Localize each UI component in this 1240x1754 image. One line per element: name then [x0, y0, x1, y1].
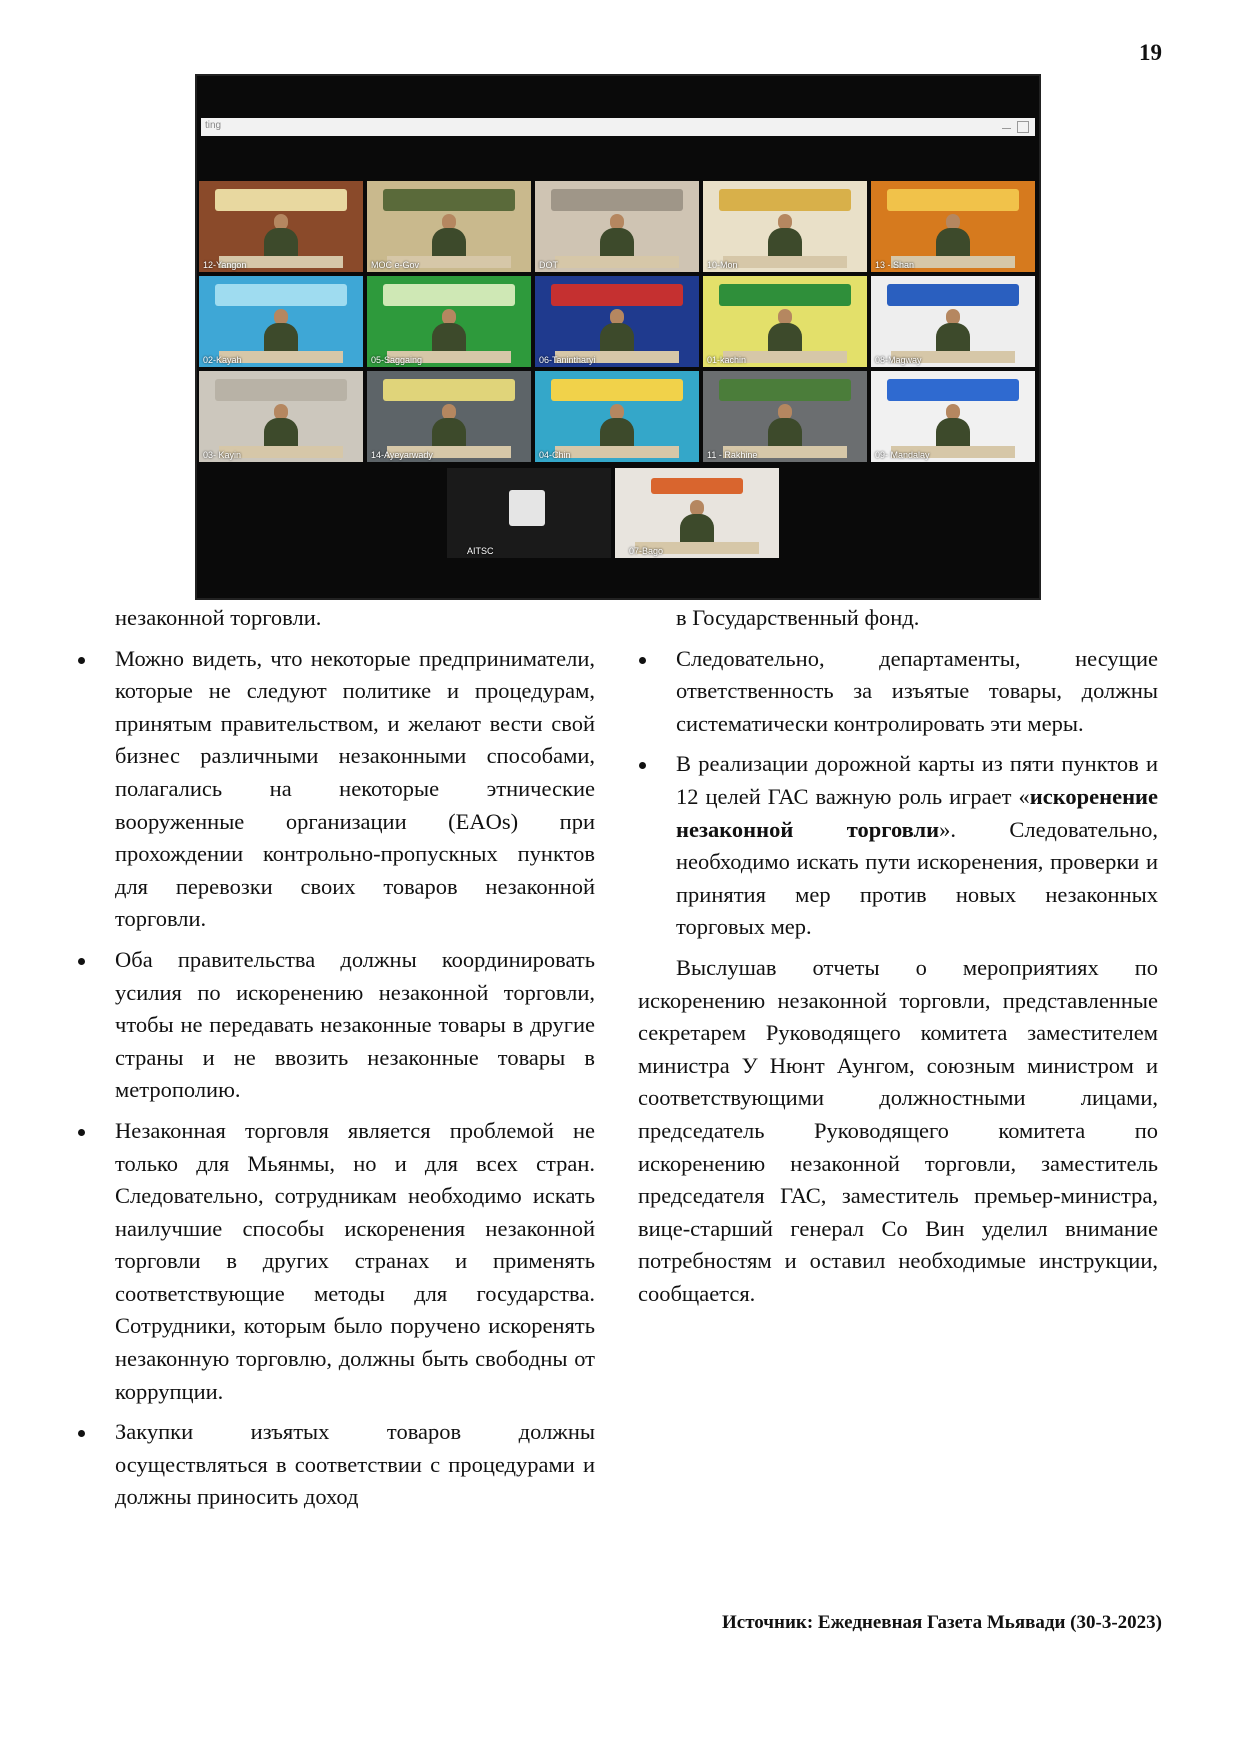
bullet-icon [78, 958, 85, 965]
page-number: 19 [1139, 40, 1162, 65]
participant-tile [367, 181, 531, 272]
bullet-text: Незаконная торговля является проблемой не только для Мьянмы, но и для всех стран. Следовательно, сотрудникам необходимо искать наилучшие способы искоренения незаконной торговли в других странах и применять соответствующие методы для государства. Сотрудники, которым было поручено искоренять незаконную торговлю, должны быть свободны от коррупции. [115, 1117, 595, 1404]
bullet-text: Следовательно, департаменты, несущие ответственность за изъятые товары, должны систематически контролировать эти меры. [676, 645, 1158, 736]
participant-tile [199, 276, 363, 367]
emphasis-text: искоренение незаконной торговли [676, 783, 1158, 842]
participant-figure [936, 418, 970, 448]
participant-tile [199, 371, 363, 462]
participant-figure [432, 228, 466, 258]
participant-bottom-row [197, 468, 1039, 558]
tile-label: AITSC [467, 546, 494, 556]
continuation-text: в Государственный фонд. [676, 605, 920, 630]
left-column [115, 602, 595, 1522]
bullet-item [115, 1416, 595, 1514]
tile-label: 08-Magway [875, 355, 922, 365]
restore-icon [1017, 121, 1029, 133]
tile-label: 07-Bago [629, 546, 664, 556]
bullet-item [115, 944, 595, 1107]
desk [723, 256, 848, 268]
participant-tile [703, 181, 867, 272]
participant-tile [367, 276, 531, 367]
video-conference-photo [195, 74, 1041, 600]
bullet-icon [639, 762, 646, 769]
tile-banner [719, 379, 850, 401]
right-column [638, 602, 1158, 1310]
tile-banner [551, 189, 682, 211]
participant-figure [264, 228, 298, 258]
tile-banner [719, 284, 850, 306]
participant-tile [615, 468, 779, 558]
tile-banner [887, 189, 1018, 211]
bullet-icon [639, 657, 646, 664]
tile-banner [719, 189, 850, 211]
tile-banner [551, 379, 682, 401]
window-title: ting [205, 120, 222, 131]
participant-figure [600, 228, 634, 258]
bullet-text-end: ». Следовательно, необходимо искать пути искоренения, проверки и принятия мер против новых незаконных торговых мер. [676, 816, 1158, 940]
tile-label: DOT [539, 260, 558, 270]
bullet-text-start: В реализации дорожной карты из пяти пунктов и 12 целей ГАС важную роль играет « [676, 751, 1158, 809]
participant-figure [264, 418, 298, 448]
tile-banner [651, 478, 743, 494]
tile-banner [887, 379, 1018, 401]
tile-banner [887, 284, 1018, 306]
tile-label: 12-Yangon [203, 260, 247, 270]
tile-label: 06-Tanintharyi [539, 355, 596, 365]
bullet-item [676, 643, 1158, 741]
bullet-text: Оба правительства должны координировать усилия по искоренению незаконной торговли, чтобы не передавать незаконные товары в другие страны и не ввозить незаконные товары в метрополию. [115, 946, 595, 1103]
bullet-item [115, 1115, 595, 1408]
tile-label: 04-Chin [539, 450, 571, 460]
bullet-item [676, 748, 1158, 944]
participant-figure [600, 418, 634, 448]
participant-tile [199, 181, 363, 272]
participant-tile [703, 276, 867, 367]
desk [555, 256, 680, 268]
window-title-bar [201, 118, 1035, 136]
tile-banner [383, 284, 514, 306]
participant-tile [535, 181, 699, 272]
tile-label: 14-Ayeyarwady [371, 450, 433, 460]
logo-placeholder [509, 490, 545, 526]
bullet-icon [78, 657, 85, 664]
bullet-text: Можно видеть, что некоторые предприниматели, которые не следуют политике и процедурам, принятым правительством, и желают вести свой бизнес различными незаконными способами, полагались на некоторые этнические вооруженные организации (EAOs) при прохождении контрольно-пропускных пунктов для перевозки своих товаров незаконной торговли. [115, 645, 595, 932]
participant-grid [199, 181, 1037, 461]
tile-banner [215, 189, 346, 211]
bullet-icon [78, 1430, 85, 1437]
tile-label: 09- Mandalay [875, 450, 930, 460]
tile-label: 01-kachin [707, 355, 747, 365]
tile-banner [551, 284, 682, 306]
closing-paragraph: Выслушав отчеты о мероприятиях по искоренению незаконной торговли, представленные секретарем Руководящего комитета заместителем министра У Нюнт Аунгом, союзным министром и соответствующими должностными лицами, председатель Руководящего комитета по искоренению незаконной торговли, заместитель председателя ГАС, заместитель премьер-министра, вице-старший генерал Со Вин уделил внимание потребностям и оставил необходимые инструкции, сообщается. [638, 954, 1158, 1306]
participant-tile [703, 371, 867, 462]
tile-label: 11 - Rakhine [707, 450, 758, 460]
minimize-icon [1002, 128, 1011, 129]
tile-label: 02-Kayah [203, 355, 242, 365]
continuation-text: незаконной торговли. [115, 605, 322, 630]
participant-figure [768, 228, 802, 258]
participant-tile [871, 371, 1035, 462]
participant-figure [936, 228, 970, 258]
participant-figure [432, 323, 466, 353]
tile-banner [215, 379, 346, 401]
bullet-text: Закупки изъятых товаров должны осуществляться в соответствии с процедурами и должны приносить доход [115, 1419, 595, 1510]
participant-figure [600, 323, 634, 353]
participant-figure [768, 418, 802, 448]
tile-label: 13 - Shan [875, 260, 915, 270]
participant-tile [871, 276, 1035, 367]
participant-tile [447, 468, 611, 558]
bullet-icon [78, 1129, 85, 1136]
participant-tile [535, 371, 699, 462]
participant-figure [264, 323, 298, 353]
source-citation: Источник: Ежедневная Газета Мьявади (30-3-2023) [722, 1612, 1162, 1633]
tile-banner [215, 284, 346, 306]
tile-label: MOC e-Gov [371, 260, 420, 270]
desk [555, 446, 680, 458]
tile-banner [383, 379, 514, 401]
participant-figure [936, 323, 970, 353]
participant-figure [680, 514, 714, 544]
participant-tile [871, 181, 1035, 272]
bullet-text [676, 748, 1158, 944]
participant-figure [432, 418, 466, 448]
tile-label: 10-Mon [707, 260, 738, 270]
bullet-item [115, 643, 595, 936]
tile-banner [383, 189, 514, 211]
tile-label: 03- Kayin [203, 450, 242, 460]
tile-label: 05-Saggaing [371, 355, 423, 365]
participant-tile [367, 371, 531, 462]
participant-tile [535, 276, 699, 367]
participant-figure [768, 323, 802, 353]
